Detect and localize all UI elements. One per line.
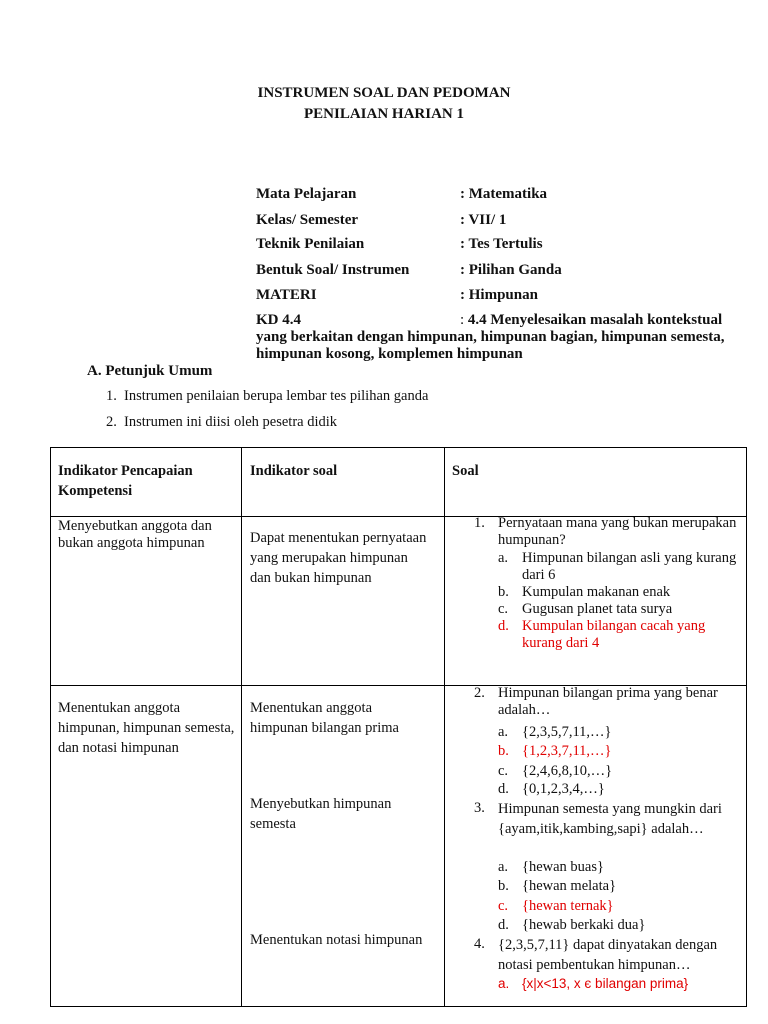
option-letter: b. [498, 584, 509, 600]
question-number: 4. [474, 936, 485, 952]
kd-text: 4.4 Menyelesaikan masalah kontekstual yang berkaitan dengan himpunan, himpunan bagian, himpunan semesta, himpunan kosong, komplemen himpunan [256, 312, 725, 362]
option-letter: b. [498, 878, 509, 894]
info-value-material: : Himpunan [460, 287, 538, 303]
option-text: {x|x<13, x є bilangan prima} [522, 976, 689, 991]
option-text: Gugusan planet tata surya [522, 601, 673, 617]
instruction-text: Instrumen penilaian berupa lembar tes pilihan ganda [124, 388, 429, 404]
kd-label: KD 4.4 [256, 312, 301, 328]
option-text: Kumpulan makanan enak [522, 584, 671, 600]
question-number: 2. [474, 685, 485, 701]
info-value-class: : VII/ 1 [460, 212, 507, 228]
option-text: {hewab berkaki dua} [522, 917, 646, 933]
column-divider [444, 448, 445, 1006]
info-value-form: : Pilihan Ganda [460, 262, 562, 278]
option-letter: d. [498, 618, 509, 634]
question-2 [474, 685, 754, 725]
instruction-number: 1. [106, 388, 117, 404]
question-text: Himpunan semesta yang mungkin dari {ayam,itik,kambing,sapi} adalah… [498, 801, 722, 837]
option-text: {0,1,2,3,4,…} [522, 781, 605, 797]
option-letter: a. [498, 976, 510, 991]
question-text: Pernyataan mana yang bukan merupakan humpunan? [498, 515, 737, 548]
header-indikator-soal: Indikator soal [250, 463, 338, 479]
option-text: Himpunan bilangan asli yang kurang dari 6 [522, 550, 737, 583]
instruction-item [106, 388, 428, 405]
option-letter: c. [498, 898, 509, 914]
row1-indikator: Dapat menentukan pernyataan yang merupakan himpunan dan bukan himpunan [250, 530, 427, 586]
option-letter: a. [498, 724, 509, 740]
info-label-subject: Mata Pelajaran [256, 186, 357, 202]
question-number: 1. [474, 515, 485, 531]
instruction-item [106, 414, 337, 431]
row2-indikator-1: Menentukan anggota himpunan bilangan prima [250, 700, 399, 736]
option-letter: c. [498, 601, 509, 617]
info-label-class: Kelas/ Semester [256, 212, 359, 228]
header-ipk: Indikator Pencapaian Kompetensi [58, 463, 193, 499]
kd-colon: : [460, 312, 465, 328]
info-label-technique: Teknik Penilaian [256, 236, 365, 252]
option-text: Kumpulan bilangan cacah yang kurang dari 4 [522, 618, 706, 651]
row2-indikator-2: Menyebutkan himpunan semesta [250, 796, 392, 832]
option-text: {2,3,5,7,11,…} [522, 724, 612, 740]
row2-ipk: Menentukan anggota himpunan, himpunan semesta, dan notasi himpunan [58, 700, 235, 756]
option-text: {hewan ternak} [522, 898, 614, 914]
section-heading: A. Petunjuk Umum [87, 363, 213, 379]
question-table [50, 447, 747, 1007]
question-3 [474, 800, 754, 860]
option-letter: c. [498, 763, 509, 779]
kd-block [256, 312, 756, 363]
instruction-text: Instrumen ini diisi oleh pesetra didik [124, 414, 338, 430]
question-1 [474, 515, 754, 555]
header-soal: Soal [452, 463, 479, 479]
column-divider [241, 448, 242, 1006]
option-text: {2,4,6,8,10,…} [522, 763, 613, 779]
option-letter: a. [498, 859, 509, 875]
option-letter: b. [498, 743, 509, 759]
info-value-subject: : Matematika [460, 186, 548, 202]
option-letter: d. [498, 917, 509, 933]
info-label-form: Bentuk Soal/ Instrumen [256, 262, 410, 278]
option-text: {1,2,3,7,11,…} [522, 743, 612, 759]
document-title-line-1: INSTRUMEN SOAL DAN PEDOMAN [257, 85, 511, 101]
info-label-material: MATERI [256, 287, 317, 303]
row1-ipk: Menyebutkan anggota dan bukan anggota himpunan [58, 518, 212, 551]
question-number: 3. [474, 800, 485, 816]
row2-indikator-3: Menentukan notasi himpunan [250, 932, 423, 948]
instruction-number: 2. [106, 414, 117, 430]
option-text: {hewan buas} [522, 859, 604, 875]
option-letter: d. [498, 781, 509, 797]
question-text: Himpunan bilangan prima yang benar adalah… [498, 685, 718, 718]
question-text: {2,3,5,7,11} dapat dinyatakan dengan notasi pembentukan himpunan… [498, 937, 718, 973]
question-4 [474, 936, 764, 976]
option-letter: a. [498, 550, 509, 566]
document-title-line-2: PENILAIAN HARIAN 1 [303, 106, 464, 122]
option-text: {hewan melata} [522, 878, 617, 894]
info-value-technique: : Tes Tertulis [460, 236, 543, 252]
